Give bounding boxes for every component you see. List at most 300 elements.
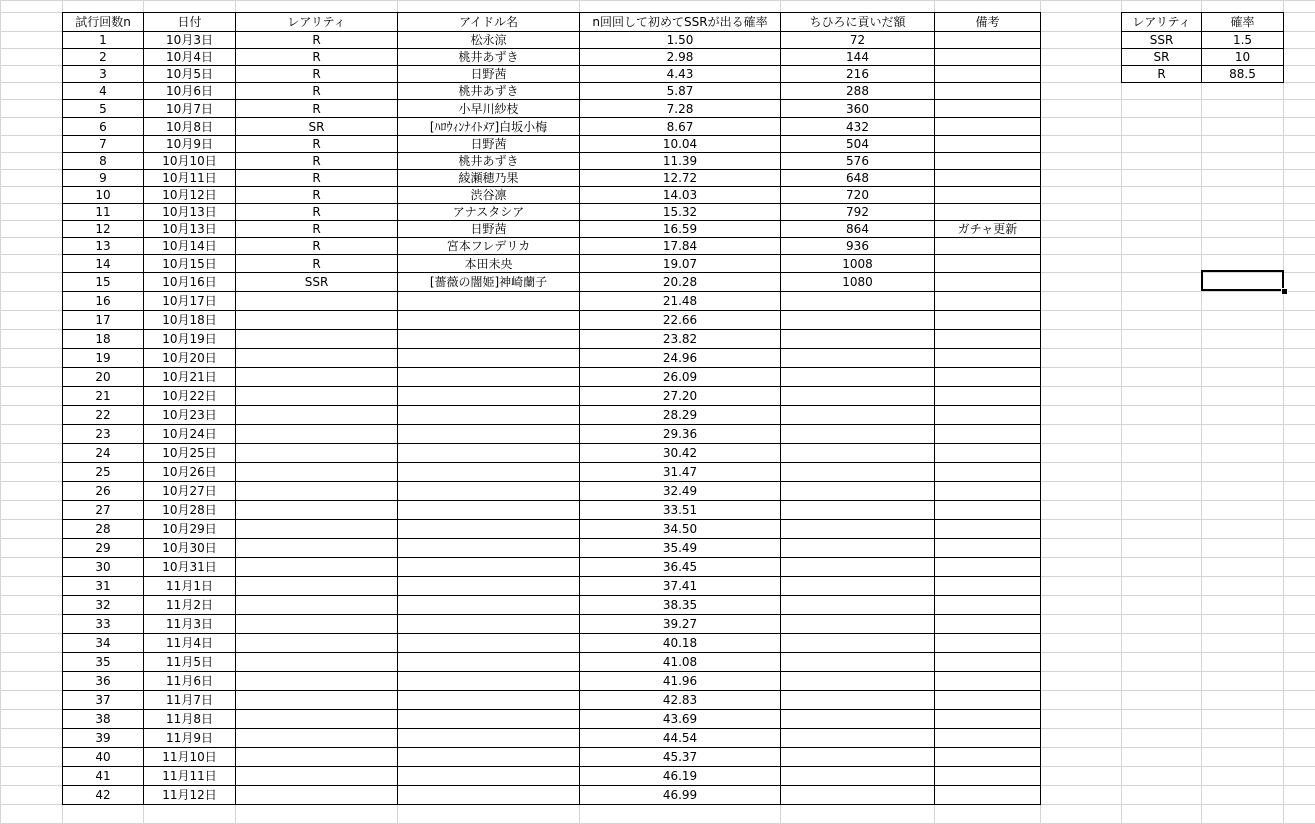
grid-cell-a38[interactable] (0, 671, 63, 691)
grid-cell-l26[interactable] (1283, 443, 1315, 463)
rate-cell-rate-row-2[interactable]: 10 (1201, 48, 1284, 66)
cell-ssr-probability-row-24[interactable]: 30.42 (579, 443, 781, 463)
grid-cell-i31[interactable] (1040, 538, 1122, 558)
cell-trial-number-row-23[interactable]: 23 (62, 424, 144, 444)
grid-cell-l34[interactable] (1283, 595, 1315, 615)
grid-cell-j45[interactable] (1121, 804, 1202, 824)
cell-date-row-3[interactable]: 10月5日 (143, 65, 236, 83)
grid-cell-i17[interactable] (1040, 272, 1122, 292)
cell-rarity-row-21[interactable] (235, 386, 398, 406)
cell-ssr-probability-row-42[interactable]: 46.99 (579, 785, 781, 805)
cell-idol-name-row-36[interactable] (397, 671, 580, 691)
cell-amount-paid-row-25[interactable] (780, 462, 935, 482)
cell-notes-row-13[interactable] (934, 237, 1041, 255)
grid-cell-l36[interactable] (1283, 633, 1315, 653)
grid-cell-b45[interactable] (62, 804, 144, 824)
cell-notes-row-38[interactable] (934, 709, 1041, 729)
cell-idol-name-row-22[interactable] (397, 405, 580, 425)
grid-cell-a34[interactable] (0, 595, 63, 615)
grid-cell-j10[interactable] (1121, 152, 1202, 170)
cell-notes-row-20[interactable] (934, 367, 1041, 387)
cell-rarity-row-38[interactable] (235, 709, 398, 729)
cell-date-row-15[interactable]: 10月16日 (143, 272, 236, 292)
rate-cell-rarity-row-1[interactable]: SSR (1121, 31, 1202, 49)
cell-date-row-5[interactable]: 10月7日 (143, 99, 236, 118)
grid-cell-a21[interactable] (0, 348, 63, 368)
cell-trial-number-row-6[interactable]: 6 (62, 117, 144, 136)
cell-amount-paid-row-21[interactable] (780, 386, 935, 406)
cell-notes-row-34[interactable] (934, 633, 1041, 653)
grid-cell-i6[interactable] (1040, 82, 1122, 100)
cell-date-row-22[interactable]: 10月23日 (143, 405, 236, 425)
cell-ssr-probability-row-16[interactable]: 21.48 (579, 291, 781, 311)
grid-cell-l20[interactable] (1283, 329, 1315, 349)
cell-rarity-row-31[interactable] (235, 576, 398, 596)
cell-trial-number-row-27[interactable]: 27 (62, 500, 144, 520)
cell-notes-row-40[interactable] (934, 747, 1041, 767)
grid-cell-j26[interactable] (1121, 443, 1202, 463)
grid-cell-l8[interactable] (1283, 117, 1315, 136)
cell-amount-paid-row-37[interactable] (780, 690, 935, 710)
cell-date-row-12[interactable]: 10月13日 (143, 220, 236, 238)
cell-notes-row-27[interactable] (934, 500, 1041, 520)
cell-rarity-row-18[interactable] (235, 329, 398, 349)
cell-trial-number-row-24[interactable]: 24 (62, 443, 144, 463)
cell-ssr-probability-row-12[interactable]: 16.59 (579, 220, 781, 238)
cell-trial-number-row-10[interactable]: 10 (62, 186, 144, 204)
cell-idol-name-row-5[interactable]: 小早川紗枝 (397, 99, 580, 118)
cell-trial-number-row-12[interactable]: 12 (62, 220, 144, 238)
grid-cell-j25[interactable] (1121, 424, 1202, 444)
grid-cell-i24[interactable] (1040, 405, 1122, 425)
grid-cell-a43[interactable] (0, 766, 63, 786)
grid-cell-l6[interactable] (1283, 82, 1315, 100)
cell-idol-name-row-41[interactable] (397, 766, 580, 786)
cell-rarity-row-7[interactable]: R (235, 135, 398, 153)
cell-amount-paid-row-29[interactable] (780, 538, 935, 558)
grid-cell-j41[interactable] (1121, 728, 1202, 748)
grid-cell-k45[interactable] (1201, 804, 1284, 824)
cell-notes-row-3[interactable] (934, 65, 1041, 83)
cell-trial-number-row-42[interactable]: 42 (62, 785, 144, 805)
grid-cell-l29[interactable] (1283, 500, 1315, 520)
cell-notes-row-41[interactable] (934, 766, 1041, 786)
cell-ssr-probability-row-34[interactable]: 40.18 (579, 633, 781, 653)
cell-amount-paid-row-27[interactable] (780, 500, 935, 520)
grid-cell-j22[interactable] (1121, 367, 1202, 387)
grid-cell-k30[interactable] (1201, 519, 1284, 539)
cell-notes-row-39[interactable] (934, 728, 1041, 748)
grid-cell-a12[interactable] (0, 186, 63, 204)
cell-trial-number-row-17[interactable]: 17 (62, 310, 144, 330)
cell-idol-name-row-25[interactable] (397, 462, 580, 482)
grid-cell-k13[interactable] (1201, 203, 1284, 221)
grid-cell-k7[interactable] (1201, 99, 1284, 118)
cell-trial-number-row-8[interactable]: 8 (62, 152, 144, 170)
cell-date-row-23[interactable]: 10月24日 (143, 424, 236, 444)
cell-trial-number-row-21[interactable]: 21 (62, 386, 144, 406)
grid-cell-i4[interactable] (1040, 48, 1122, 66)
grid-cell-a5[interactable] (0, 65, 63, 83)
cell-trial-number-row-18[interactable]: 18 (62, 329, 144, 349)
grid-cell-i36[interactable] (1040, 633, 1122, 653)
cell-amount-paid-row-15[interactable]: 1080 (780, 272, 935, 292)
cell-notes-row-6[interactable] (934, 117, 1041, 136)
cell-idol-name-row-37[interactable] (397, 690, 580, 710)
cell-amount-paid-row-17[interactable] (780, 310, 935, 330)
cell-idol-name-row-3[interactable]: 日野茜 (397, 65, 580, 83)
grid-cell-a19[interactable] (0, 310, 63, 330)
grid-cell-j8[interactable] (1121, 117, 1202, 136)
cell-amount-paid-row-13[interactable]: 936 (780, 237, 935, 255)
grid-cell-l15[interactable] (1283, 237, 1315, 255)
grid-cell-a20[interactable] (0, 329, 63, 349)
grid-cell-k26[interactable] (1201, 443, 1284, 463)
grid-cell-i42[interactable] (1040, 747, 1122, 767)
cell-idol-name-row-27[interactable] (397, 500, 580, 520)
cell-idol-name-row-11[interactable]: アナスタシア (397, 203, 580, 221)
cell-date-row-6[interactable]: 10月8日 (143, 117, 236, 136)
cell-rarity-row-29[interactable] (235, 538, 398, 558)
grid-cell-i21[interactable] (1040, 348, 1122, 368)
cell-amount-paid-row-38[interactable] (780, 709, 935, 729)
cell-trial-number-row-32[interactable]: 32 (62, 595, 144, 615)
cell-ssr-probability-row-25[interactable]: 31.47 (579, 462, 781, 482)
grid-cell-i19[interactable] (1040, 310, 1122, 330)
cell-rarity-row-19[interactable] (235, 348, 398, 368)
cell-date-row-27[interactable]: 10月28日 (143, 500, 236, 520)
cell-idol-name-row-16[interactable] (397, 291, 580, 311)
grid-cell-i34[interactable] (1040, 595, 1122, 615)
grid-cell-l21[interactable] (1283, 348, 1315, 368)
cell-ssr-probability-row-40[interactable]: 45.37 (579, 747, 781, 767)
cell-rarity-row-28[interactable] (235, 519, 398, 539)
cell-rarity-row-26[interactable] (235, 481, 398, 501)
grid-cell-k22[interactable] (1201, 367, 1284, 387)
grid-cell-i28[interactable] (1040, 481, 1122, 501)
cell-date-row-37[interactable]: 11月7日 (143, 690, 236, 710)
cell-amount-paid-row-18[interactable] (780, 329, 935, 349)
cell-rarity-row-35[interactable] (235, 652, 398, 672)
cell-ssr-probability-row-21[interactable]: 27.20 (579, 386, 781, 406)
cell-idol-name-row-12[interactable]: 日野茜 (397, 220, 580, 238)
grid-cell-k35[interactable] (1201, 614, 1284, 634)
grid-cell-a8[interactable] (0, 117, 63, 136)
cell-date-row-31[interactable]: 11月1日 (143, 576, 236, 596)
cell-date-row-29[interactable]: 10月30日 (143, 538, 236, 558)
cell-idol-name-row-40[interactable] (397, 747, 580, 767)
cell-notes-row-15[interactable] (934, 272, 1041, 292)
cell-ssr-probability-row-28[interactable]: 34.50 (579, 519, 781, 539)
grid-cell-j6[interactable] (1121, 82, 1202, 100)
cell-ssr-probability-row-30[interactable]: 36.45 (579, 557, 781, 577)
grid-cell-i10[interactable] (1040, 152, 1122, 170)
grid-cell-i22[interactable] (1040, 367, 1122, 387)
cell-notes-row-1[interactable] (934, 31, 1041, 49)
grid-cell-j11[interactable] (1121, 169, 1202, 187)
grid-cell-i5[interactable] (1040, 65, 1122, 83)
grid-cell-g45[interactable] (780, 804, 935, 824)
grid-cell-h45[interactable] (934, 804, 1041, 824)
cell-amount-paid-row-5[interactable]: 360 (780, 99, 935, 118)
cell-rarity-row-41[interactable] (235, 766, 398, 786)
cell-notes-row-19[interactable] (934, 348, 1041, 368)
cell-idol-name-row-39[interactable] (397, 728, 580, 748)
cell-amount-paid-row-9[interactable]: 648 (780, 169, 935, 187)
grid-cell-i13[interactable] (1040, 203, 1122, 221)
rate-header-rarity[interactable]: レアリティ (1121, 12, 1202, 32)
cell-trial-number-row-22[interactable]: 22 (62, 405, 144, 425)
cell-rarity-row-40[interactable] (235, 747, 398, 767)
grid-cell-k15[interactable] (1201, 237, 1284, 255)
cell-trial-number-row-9[interactable]: 9 (62, 169, 144, 187)
grid-cell-l35[interactable] (1283, 614, 1315, 634)
grid-cell-j38[interactable] (1121, 671, 1202, 691)
cell-date-row-42[interactable]: 11月12日 (143, 785, 236, 805)
cell-ssr-probability-row-10[interactable]: 14.03 (579, 186, 781, 204)
grid-cell-l42[interactable] (1283, 747, 1315, 767)
grid-cell-k37[interactable] (1201, 652, 1284, 672)
grid-cell-a13[interactable] (0, 203, 63, 221)
grid-cell-i44[interactable] (1040, 785, 1122, 805)
grid-cell-l7[interactable] (1283, 99, 1315, 118)
cell-amount-paid-row-10[interactable]: 720 (780, 186, 935, 204)
cell-rarity-row-17[interactable] (235, 310, 398, 330)
cell-amount-paid-row-33[interactable] (780, 614, 935, 634)
cell-rarity-row-37[interactable] (235, 690, 398, 710)
cell-trial-number-row-39[interactable]: 39 (62, 728, 144, 748)
cell-amount-paid-row-23[interactable] (780, 424, 935, 444)
cell-notes-row-7[interactable] (934, 135, 1041, 153)
cell-notes-row-11[interactable] (934, 203, 1041, 221)
cell-date-row-13[interactable]: 10月14日 (143, 237, 236, 255)
grid-cell-j34[interactable] (1121, 595, 1202, 615)
cell-date-row-25[interactable]: 10月26日 (143, 462, 236, 482)
grid-cell-i35[interactable] (1040, 614, 1122, 634)
grid-cell-l22[interactable] (1283, 367, 1315, 387)
cell-idol-name-row-20[interactable] (397, 367, 580, 387)
grid-cell-a37[interactable] (0, 652, 63, 672)
grid-cell-i43[interactable] (1040, 766, 1122, 786)
cell-notes-row-14[interactable] (934, 254, 1041, 273)
cell-date-row-30[interactable]: 10月31日 (143, 557, 236, 577)
cell-idol-name-row-14[interactable]: 本田未央 (397, 254, 580, 273)
grid-cell-a11[interactable] (0, 169, 63, 187)
grid-cell-k39[interactable] (1201, 690, 1284, 710)
grid-cell-a39[interactable] (0, 690, 63, 710)
grid-cell-k44[interactable] (1201, 785, 1284, 805)
cell-notes-row-37[interactable] (934, 690, 1041, 710)
grid-cell-j12[interactable] (1121, 186, 1202, 204)
cell-ssr-probability-row-18[interactable]: 23.82 (579, 329, 781, 349)
cell-ssr-probability-row-35[interactable]: 41.08 (579, 652, 781, 672)
grid-cell-k11[interactable] (1201, 169, 1284, 187)
grid-cell-l39[interactable] (1283, 690, 1315, 710)
cell-ssr-probability-row-6[interactable]: 8.67 (579, 117, 781, 136)
grid-cell-l23[interactable] (1283, 386, 1315, 406)
cell-ssr-probability-row-22[interactable]: 28.29 (579, 405, 781, 425)
cell-amount-paid-row-24[interactable] (780, 443, 935, 463)
grid-cell-a25[interactable] (0, 424, 63, 444)
grid-cell-a28[interactable] (0, 481, 63, 501)
cell-amount-paid-row-3[interactable]: 216 (780, 65, 935, 83)
grid-cell-k12[interactable] (1201, 186, 1284, 204)
grid-cell-i38[interactable] (1040, 671, 1122, 691)
cell-date-row-7[interactable]: 10月9日 (143, 135, 236, 153)
grid-cell-j14[interactable] (1121, 220, 1202, 238)
cell-idol-name-row-8[interactable]: 桃井あずき (397, 152, 580, 170)
cell-date-row-35[interactable]: 11月5日 (143, 652, 236, 672)
grid-cell-i2[interactable] (1040, 12, 1122, 32)
cell-notes-row-17[interactable] (934, 310, 1041, 330)
cell-date-row-9[interactable]: 10月11日 (143, 169, 236, 187)
cell-rarity-row-2[interactable]: R (235, 48, 398, 66)
grid-cell-l12[interactable] (1283, 186, 1315, 204)
grid-cell-l37[interactable] (1283, 652, 1315, 672)
cell-date-row-16[interactable]: 10月17日 (143, 291, 236, 311)
grid-cell-j17[interactable] (1121, 272, 1202, 292)
fill-handle[interactable] (1281, 288, 1288, 295)
grid-cell-j31[interactable] (1121, 538, 1202, 558)
grid-cell-i20[interactable] (1040, 329, 1122, 349)
cell-date-row-34[interactable]: 11月4日 (143, 633, 236, 653)
cell-amount-paid-row-7[interactable]: 504 (780, 135, 935, 153)
cell-ssr-probability-row-2[interactable]: 2.98 (579, 48, 781, 66)
cell-idol-name-row-19[interactable] (397, 348, 580, 368)
cell-ssr-probability-row-31[interactable]: 37.41 (579, 576, 781, 596)
cell-idol-name-row-31[interactable] (397, 576, 580, 596)
grid-cell-j30[interactable] (1121, 519, 1202, 539)
grid-cell-l19[interactable] (1283, 310, 1315, 330)
grid-cell-l25[interactable] (1283, 424, 1315, 444)
cell-idol-name-row-42[interactable] (397, 785, 580, 805)
grid-cell-k14[interactable] (1201, 220, 1284, 238)
cell-rarity-row-30[interactable] (235, 557, 398, 577)
cell-notes-row-24[interactable] (934, 443, 1041, 463)
grid-cell-a40[interactable] (0, 709, 63, 729)
header-idol-name[interactable]: アイドル名 (397, 12, 580, 32)
cell-trial-number-row-25[interactable]: 25 (62, 462, 144, 482)
grid-cell-a7[interactable] (0, 99, 63, 118)
grid-cell-l28[interactable] (1283, 481, 1315, 501)
cell-rarity-row-32[interactable] (235, 595, 398, 615)
cell-date-row-20[interactable]: 10月21日 (143, 367, 236, 387)
cell-notes-row-32[interactable] (934, 595, 1041, 615)
grid-cell-k8[interactable] (1201, 117, 1284, 136)
cell-trial-number-row-5[interactable]: 5 (62, 99, 144, 118)
cell-ssr-probability-row-33[interactable]: 39.27 (579, 614, 781, 634)
cell-idol-name-row-1[interactable]: 松永涼 (397, 31, 580, 49)
grid-cell-i37[interactable] (1040, 652, 1122, 672)
grid-cell-l4[interactable] (1283, 48, 1315, 66)
grid-cell-i14[interactable] (1040, 220, 1122, 238)
cell-amount-paid-row-32[interactable] (780, 595, 935, 615)
grid-cell-l16[interactable] (1283, 254, 1315, 273)
cell-trial-number-row-11[interactable]: 11 (62, 203, 144, 221)
grid-cell-k31[interactable] (1201, 538, 1284, 558)
grid-cell-j21[interactable] (1121, 348, 1202, 368)
cell-notes-row-31[interactable] (934, 576, 1041, 596)
grid-cell-l45[interactable] (1283, 804, 1315, 824)
cell-trial-number-row-40[interactable]: 40 (62, 747, 144, 767)
grid-cell-j42[interactable] (1121, 747, 1202, 767)
cell-amount-paid-row-12[interactable]: 864 (780, 220, 935, 238)
grid-cell-a22[interactable] (0, 367, 63, 387)
grid-cell-j33[interactable] (1121, 576, 1202, 596)
grid-cell-i11[interactable] (1040, 169, 1122, 187)
grid-cell-i16[interactable] (1040, 254, 1122, 273)
grid-cell-a23[interactable] (0, 386, 63, 406)
rate-cell-rarity-row-3[interactable]: R (1121, 65, 1202, 83)
grid-cell-a44[interactable] (0, 785, 63, 805)
grid-cell-j13[interactable] (1121, 203, 1202, 221)
cell-idol-name-row-6[interactable]: [ﾊﾛｳｨﾝﾅｲﾄﾒｱ]白坂小梅 (397, 117, 580, 136)
grid-cell-j16[interactable] (1121, 254, 1202, 273)
cell-date-row-28[interactable]: 10月29日 (143, 519, 236, 539)
grid-cell-a33[interactable] (0, 576, 63, 596)
cell-ssr-probability-row-7[interactable]: 10.04 (579, 135, 781, 153)
cell-date-row-41[interactable]: 11月11日 (143, 766, 236, 786)
cell-ssr-probability-row-19[interactable]: 24.96 (579, 348, 781, 368)
grid-cell-l27[interactable] (1283, 462, 1315, 482)
cell-idol-name-row-30[interactable] (397, 557, 580, 577)
grid-cell-j20[interactable] (1121, 329, 1202, 349)
grid-cell-l9[interactable] (1283, 135, 1315, 153)
cell-date-row-40[interactable]: 11月10日 (143, 747, 236, 767)
grid-cell-k18[interactable] (1201, 291, 1284, 311)
cell-rarity-row-9[interactable]: R (235, 169, 398, 187)
grid-cell-i45[interactable] (1040, 804, 1122, 824)
grid-cell-i32[interactable] (1040, 557, 1122, 577)
header-date[interactable]: 日付 (143, 12, 236, 32)
cell-amount-paid-row-35[interactable] (780, 652, 935, 672)
cell-idol-name-row-23[interactable] (397, 424, 580, 444)
cell-date-row-32[interactable]: 11月2日 (143, 595, 236, 615)
grid-cell-j18[interactable] (1121, 291, 1202, 311)
cell-idol-name-row-26[interactable] (397, 481, 580, 501)
grid-cell-j23[interactable] (1121, 386, 1202, 406)
grid-cell-k29[interactable] (1201, 500, 1284, 520)
cell-ssr-probability-row-26[interactable]: 32.49 (579, 481, 781, 501)
grid-cell-a31[interactable] (0, 538, 63, 558)
grid-cell-a17[interactable] (0, 272, 63, 292)
cell-amount-paid-row-39[interactable] (780, 728, 935, 748)
grid-cell-a30[interactable] (0, 519, 63, 539)
cell-notes-row-28[interactable] (934, 519, 1041, 539)
grid-cell-l10[interactable] (1283, 152, 1315, 170)
grid-cell-l11[interactable] (1283, 169, 1315, 187)
grid-cell-j32[interactable] (1121, 557, 1202, 577)
rate-cell-rate-row-3[interactable]: 88.5 (1201, 65, 1284, 83)
grid-cell-a35[interactable] (0, 614, 63, 634)
grid-cell-k28[interactable] (1201, 481, 1284, 501)
cell-amount-paid-row-2[interactable]: 144 (780, 48, 935, 66)
cell-notes-row-16[interactable] (934, 291, 1041, 311)
cell-trial-number-row-31[interactable]: 31 (62, 576, 144, 596)
grid-cell-a27[interactable] (0, 462, 63, 482)
grid-cell-i18[interactable] (1040, 291, 1122, 311)
cell-idol-name-row-7[interactable]: 日野茜 (397, 135, 580, 153)
cell-ssr-probability-row-37[interactable]: 42.83 (579, 690, 781, 710)
cell-idol-name-row-13[interactable]: 宮本フレデリカ (397, 237, 580, 255)
grid-cell-k34[interactable] (1201, 595, 1284, 615)
cell-rarity-row-27[interactable] (235, 500, 398, 520)
cell-rarity-row-5[interactable]: R (235, 99, 398, 118)
grid-cell-l13[interactable] (1283, 203, 1315, 221)
cell-idol-name-row-10[interactable]: 渋谷凛 (397, 186, 580, 204)
cell-idol-name-row-32[interactable] (397, 595, 580, 615)
cell-trial-number-row-4[interactable]: 4 (62, 82, 144, 100)
